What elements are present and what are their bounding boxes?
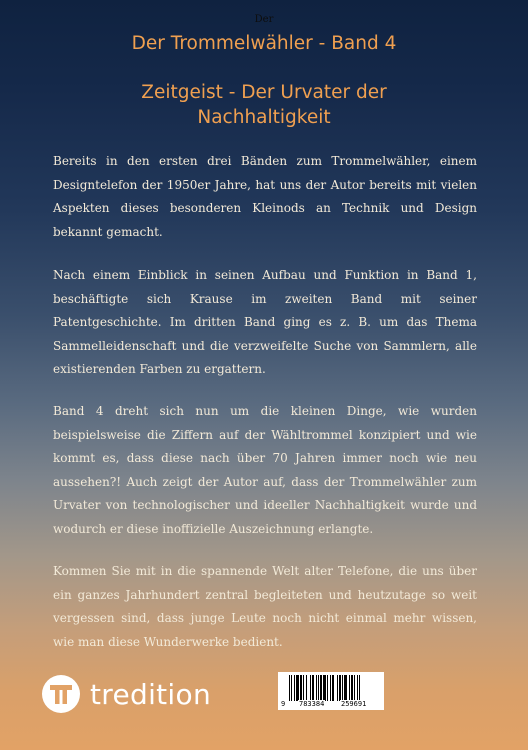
barcode-bar [339,675,341,701]
barcode-bar [312,675,314,701]
barcode-bar [357,675,358,701]
isbn-barcode [278,672,384,710]
barcode-bar [300,675,302,701]
barcode-bar [351,675,353,701]
barcode-bar [359,675,360,701]
barcode-bar [342,675,343,701]
barcode-bar [330,675,331,701]
blurb-paragraph-3: Band 4 dreht sich nun um die kleinen Dinge, wie wurden beispielsweise die Ziffern auf der Wähltrommel konzipiert und wie kommt es, dass diese nach über 70 Jahren immer noch wie neu aussehen?! Auch zeigt der Autor auf, dass der Trommelwähler zum Urvater von technologischer und ideeller Nachhaltigkeit wurde und wodurch er diese inoffizielle Auszeichnung erlangte. [53,404,477,536]
isbn-group-1: 783384 [299,700,325,708]
barcode-bar [327,675,328,701]
tredition-logo-icon [42,675,80,713]
barcode-bar [337,675,338,701]
barcode-bar [303,675,304,701]
barcode-bar [332,675,334,701]
barcode-bar [323,675,326,701]
barcode-bar [316,675,317,701]
barcode-bar [310,675,311,701]
book-subtitle [0,80,528,130]
publisher-logo [42,673,211,715]
barcode-bar [289,675,290,701]
blurb-paragraph-1: Bereits in den ersten drei Bänden zum Trommelwähler, einem Designtelefon der 1950er Jahre, hat uns der Autor bereits mit vielen Aspekten dieses besonderen Kleinods an Technik und Design bekannt gemacht. [53,154,477,239]
barcode-bar [306,675,307,701]
barcode-bar [354,675,355,701]
isbn-digits [278,700,384,710]
barcode-bar [320,675,322,701]
barcode-bar [344,675,347,701]
isbn-lead-digit: 9 [281,700,286,708]
subtitle-line-1: Zeitgeist - Der Urvater der [141,82,387,103]
series-title: Der Trommelwähler - Band 4 [131,33,397,54]
blurb-paragraph-2: Nach einem Einblick in seinen Aufbau und Funktion in Band 1, beschäftigte sich Krause im zweiten Band mit seiner Patentgeschichte. Im dritten Band ging es z. B. um das Thema Sammelleidenschaft und die verzweifelte Suche von Sammlern, alle existierenden Farben zu ergattern. [53,268,477,376]
publisher-name: tredition [90,677,211,711]
barcode-bar [349,675,350,701]
barcode-bar [294,675,295,701]
barcode-bar [296,675,299,701]
isbn-group-2: 259691 [341,700,367,708]
subtitle-line-2: Nachhaltigkeit [197,107,331,128]
barcode-bar [318,675,319,701]
blurb-paragraph-4: Kommen Sie mit in die spannende Welt alter Telefone, die uns über ein ganzes Jahrhundert zentral begleiteten und heutzutage so weit vergessen sind, dass junge Leute noch nicht einmal mehr wissen, wie man diese Wunderwerke bedient. [53,564,477,649]
barcode-bar [291,675,292,701]
title-prefix: Der [254,14,274,25]
